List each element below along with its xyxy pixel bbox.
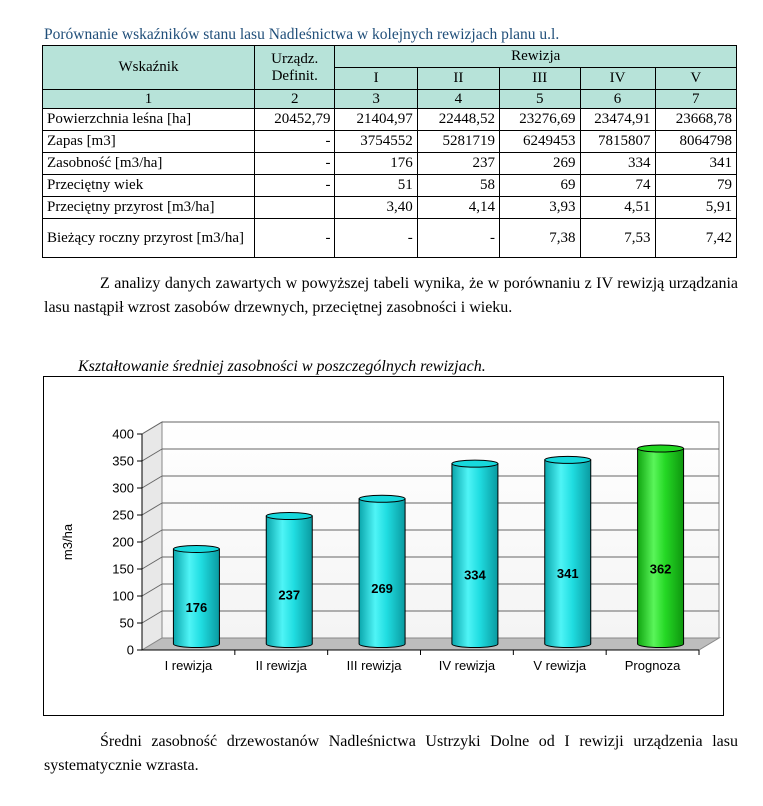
table-row: [43, 153, 737, 175]
x-tick-label: I rewizja: [164, 658, 213, 673]
table-cell: 6249453: [500, 131, 580, 153]
table-cell: 7,38: [500, 219, 580, 258]
table-cell: -: [254, 175, 334, 197]
table-row: [43, 197, 737, 219]
bar-top: [359, 495, 405, 502]
header-urzadz: Urządz. Definit.: [254, 46, 334, 90]
header-rewizja: Rewizja: [335, 46, 737, 68]
table-cell: 334: [580, 153, 655, 175]
bar: [638, 449, 684, 648]
row-label: Przeciętny przyrost [m3/ha]: [43, 197, 255, 219]
row-label: Powierzchnia leśna [ha]: [43, 109, 255, 131]
paragraph-analysis: [44, 272, 738, 320]
header-revision: I: [335, 68, 417, 90]
row-label: Zasobność [m3/ha]: [43, 153, 255, 175]
table-row: [43, 131, 737, 153]
bar: [173, 549, 219, 648]
y-tick-label: 250: [112, 507, 134, 523]
chart-frame: [43, 376, 724, 716]
table-cell: 3,93: [500, 197, 580, 219]
table-cell: 5281719: [417, 131, 499, 153]
table-cell: 51: [335, 175, 417, 197]
table-cell: 3,40: [335, 197, 417, 219]
table-cell: [254, 197, 334, 219]
bar: [545, 460, 591, 648]
table-caption: Porównanie wskaźników stanu lasu Nadleśnictwa w kolejnych rewizjach planu u.l.: [44, 26, 560, 43]
table-cell: 22448,52: [417, 109, 499, 131]
index-cell: 7: [655, 90, 736, 109]
table-cell: 7,53: [580, 219, 655, 258]
table-cell: 8064798: [655, 131, 736, 153]
y-tick-label: 150: [112, 561, 134, 577]
bar-top: [266, 513, 312, 520]
index-row: [43, 90, 737, 109]
table-row: [43, 175, 737, 197]
bar-value-label: 334: [464, 567, 486, 583]
paragraph-summary: [44, 730, 738, 778]
y-tick-label: 350: [112, 453, 134, 469]
table-cell: 20452,79: [254, 109, 334, 131]
bar: [359, 499, 405, 648]
table-cell: 341: [655, 153, 736, 175]
header-revision: II: [417, 68, 499, 90]
x-tick-label: Prognoza: [624, 658, 681, 673]
table-cell: 3754552: [335, 131, 417, 153]
indicators-table: [42, 45, 737, 258]
y-tick-label: 0: [126, 642, 134, 658]
y-tick-label: 400: [112, 426, 134, 442]
table-cell: 21404,97: [335, 109, 417, 131]
y-tick-label: 100: [112, 588, 134, 604]
table-cell: -: [417, 219, 499, 258]
bar: [452, 464, 498, 648]
bar-top: [173, 545, 219, 552]
x-tick-label: III rewizja: [346, 658, 402, 673]
index-cell: 4: [417, 90, 499, 109]
bar-top: [452, 460, 498, 467]
header-revision: IV: [580, 68, 655, 90]
y-tick-label: 200: [112, 534, 134, 550]
table-cell: 23276,69: [500, 109, 580, 131]
index-cell: 1: [43, 90, 255, 109]
row-label: Przeciętny wiek: [43, 175, 255, 197]
paragraph-analysis-text: Z analizy danych zawartych w powyższej tabeli wynika, że w porównaniu z IV rewizją urządzania lasu nastąpił wzrost zasobów drzewnych, przeciętnej zasobności i wieku.: [44, 275, 738, 316]
table-cell: 74: [580, 175, 655, 197]
table-cell: 4,14: [417, 197, 499, 219]
x-tick-label: II rewizja: [255, 658, 307, 673]
bar-value-label: 176: [185, 599, 208, 615]
chart-floor: [142, 638, 719, 650]
bar-value-label: 341: [556, 566, 579, 582]
x-tick-label: V rewizja: [533, 658, 587, 673]
table-cell: 23668,78: [655, 109, 736, 131]
bar-value-label: 237: [278, 587, 301, 603]
x-tick-label: IV rewizja: [438, 658, 496, 673]
index-cell: 6: [580, 90, 655, 109]
paragraph-summary-text: Średni zasobność drzewostanów Nadleśnictwa Ustrzyki Dolne od I rewizji urządzenia lasu systematycznie wzrasta.: [44, 733, 738, 774]
table-row: [43, 109, 737, 131]
table-cell: -: [254, 131, 334, 153]
table-cell: 23474,91: [580, 109, 655, 131]
row-label: Zapas [m3]: [43, 131, 255, 153]
table-cell: 7,42: [655, 219, 736, 258]
y-tick-label: 300: [112, 480, 134, 496]
index-cell: 2: [254, 90, 334, 109]
row-label: Bieżący roczny przyrost [m3/ha]: [43, 219, 255, 258]
table-cell: -: [254, 153, 334, 175]
table-cell: 58: [417, 175, 499, 197]
table-cell: 269: [500, 153, 580, 175]
index-cell: 3: [335, 90, 417, 109]
bar-value-label: 362: [649, 561, 672, 577]
table-cell: 7815807: [580, 131, 655, 153]
table-cell: 176: [335, 153, 417, 175]
bar-value-label: 269: [371, 580, 393, 596]
chart-caption: Kształtowanie średniej zasobności w poszczególnych rewizjach.: [78, 358, 486, 375]
bar-top: [545, 456, 591, 463]
header-indicator: Wskaźnik: [43, 46, 255, 90]
table-cell: 69: [500, 175, 580, 197]
y-axis-label: m3/ha: [60, 523, 75, 561]
table-cell: 5,91: [655, 197, 736, 219]
y-tick-label: 50: [119, 615, 134, 631]
table-row: [43, 219, 737, 258]
table-cell: -: [335, 219, 417, 258]
header-revision: III: [500, 68, 580, 90]
bar: [266, 516, 312, 647]
table-cell: 237: [417, 153, 499, 175]
table-cell: 4,51: [580, 197, 655, 219]
table-cell: 79: [655, 175, 736, 197]
header-revision: V: [655, 68, 736, 90]
bar-chart: [44, 377, 723, 715]
table-cell: -: [254, 219, 334, 258]
bar-top: [638, 445, 684, 452]
index-cell: 5: [500, 90, 580, 109]
